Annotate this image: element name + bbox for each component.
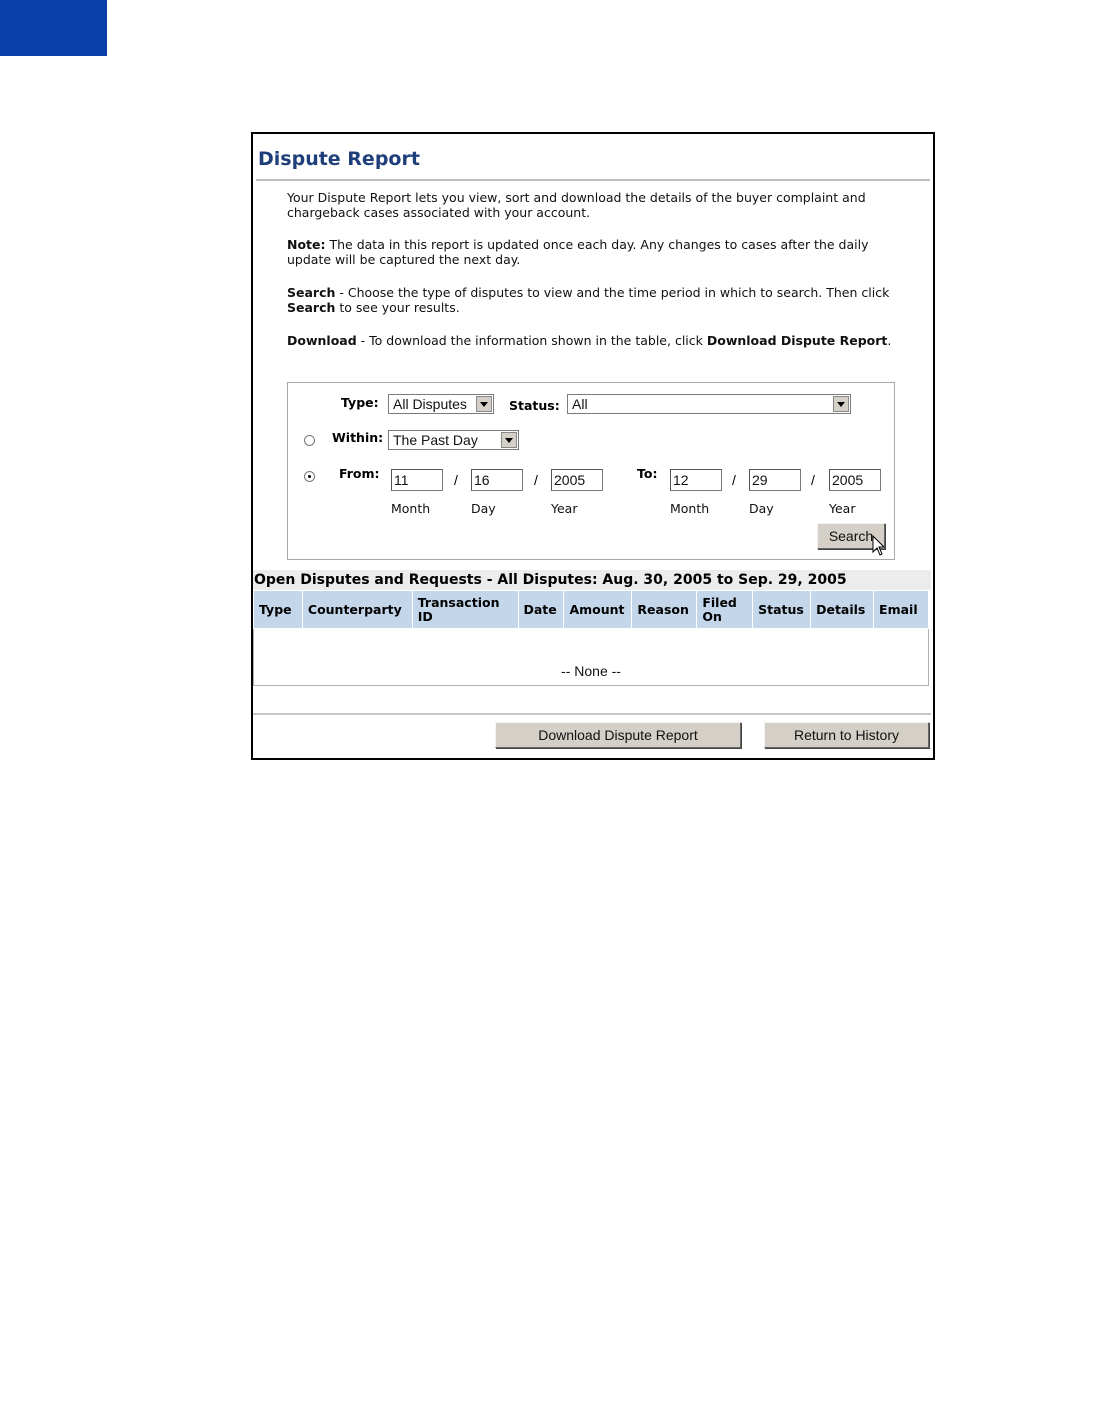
to-month-caption: Month <box>670 501 710 516</box>
download-help-end: . <box>887 333 892 348</box>
column-details[interactable]: Details <box>811 591 874 629</box>
results-heading: Open Disputes and Requests - All Disputes: Aug. 30, 2005 to Sep. 29, 2005 <box>253 570 931 590</box>
disputes-table <box>253 590 929 686</box>
from-day-input[interactable] <box>471 469 523 491</box>
date-separator: / <box>811 472 815 488</box>
table-header-row <box>254 591 929 629</box>
chevron-down-icon[interactable] <box>833 396 849 412</box>
title-divider <box>256 179 930 181</box>
column-counterparty[interactable]: Counterparty <box>302 591 412 629</box>
status-select[interactable] <box>567 394 851 414</box>
search-help-label: Search <box>287 285 336 300</box>
chevron-down-icon[interactable] <box>501 432 517 448</box>
download-help-label: Download <box>287 333 357 348</box>
empty-message: -- None -- <box>254 629 929 686</box>
column-status[interactable]: Status <box>753 591 811 629</box>
column-email[interactable]: Email <box>874 591 929 629</box>
within-select-value: The Past Day <box>393 432 478 448</box>
download-help-bold: Download Dispute Report <box>706 333 888 348</box>
from-month-caption: Month <box>391 501 431 516</box>
status-select-value: All <box>572 396 588 412</box>
download-help-text: - To download the information shown in the table, click <box>356 333 707 348</box>
search-help-text: - Choose the type of disputes to view and the time period in which to search. Then click <box>335 285 890 300</box>
type-select[interactable] <box>388 394 494 414</box>
column-transaction-id[interactable]: Transaction ID <box>412 591 518 629</box>
return-to-history-button[interactable]: Return to History <box>764 722 929 748</box>
note-paragraph <box>287 237 897 267</box>
note-text: The data in this report is updated once each day. Any changes to cases after the daily update will be captured the next day. <box>287 237 869 267</box>
within-radio[interactable] <box>304 435 315 446</box>
column-date[interactable]: Date <box>518 591 564 629</box>
pointer-cursor-icon <box>872 535 886 557</box>
to-label: To: <box>637 466 658 481</box>
search-paragraph <box>287 285 897 315</box>
dispute-report-panel <box>251 132 935 760</box>
column-filed-on[interactable]: Filed On <box>697 591 753 629</box>
to-year-input[interactable] <box>829 469 881 491</box>
within-select[interactable] <box>388 430 519 450</box>
from-radio[interactable] <box>304 471 315 482</box>
column-type[interactable]: Type <box>254 591 303 629</box>
from-year-caption: Year <box>551 501 578 516</box>
to-year-caption: Year <box>829 501 856 516</box>
download-report-button[interactable]: Download Dispute Report <box>495 722 741 748</box>
status-label: Status: <box>509 398 560 413</box>
to-day-input[interactable] <box>749 469 801 491</box>
within-label: Within: <box>332 430 384 445</box>
search-button[interactable]: Search <box>817 523 885 549</box>
note-label: Note: <box>287 237 326 252</box>
to-month-input[interactable] <box>670 469 722 491</box>
column-amount[interactable]: Amount <box>564 591 632 629</box>
search-help-text-end: to see your results. <box>335 300 460 315</box>
from-day-caption: Day <box>471 501 496 516</box>
search-help-bold: Search <box>287 300 336 315</box>
from-year-input[interactable] <box>551 469 603 491</box>
type-label: Type: <box>341 395 379 410</box>
download-paragraph <box>287 332 897 349</box>
search-form <box>287 382 895 560</box>
type-select-value: All Disputes <box>393 396 467 412</box>
from-label: From: <box>339 466 380 481</box>
table-row <box>254 629 929 686</box>
to-day-caption: Day <box>749 501 774 516</box>
footer-divider <box>253 713 931 715</box>
page-title: Dispute Report <box>258 148 420 170</box>
intro-text: Your Dispute Report lets you view, sort and download the details of the buyer complaint and chargeback cases associated with your account. <box>287 190 866 220</box>
chevron-down-icon[interactable] <box>476 396 492 412</box>
from-month-input[interactable] <box>391 469 443 491</box>
date-separator: / <box>534 472 538 488</box>
column-reason[interactable]: Reason <box>632 591 697 629</box>
date-separator: / <box>454 472 458 488</box>
corner-brand-block <box>0 0 107 56</box>
date-separator: / <box>732 472 736 488</box>
